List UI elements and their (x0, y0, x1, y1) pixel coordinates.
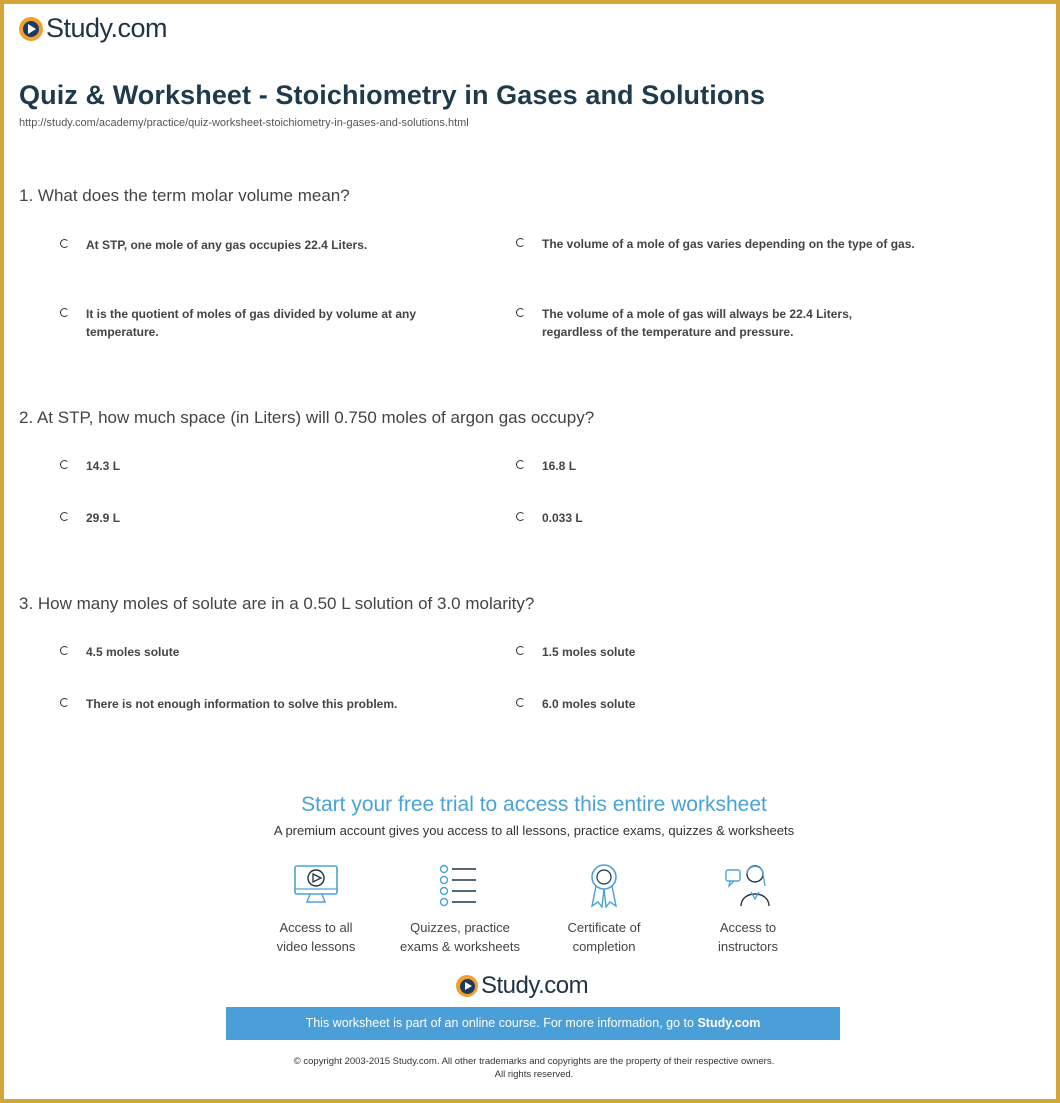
study-com-logo[interactable] (19, 13, 167, 44)
page-url: http://study.com/academy/practice/quiz-worksheet-stoichiometry-in-gases-and-solutions.html (19, 117, 469, 129)
banner-link[interactable]: Study.com (697, 1016, 761, 1030)
option-label: 1.5 moles solute (542, 645, 636, 659)
radio-button-icon[interactable] (516, 512, 525, 521)
question-3: 3. How many moles of solute are in a 0.50 L solution of 3.0 molarity? (19, 594, 535, 613)
question-1-option-d[interactable] (516, 305, 916, 341)
copyright-line: All rights reserved. (494, 1069, 574, 1080)
video-lesson-icon (292, 862, 340, 908)
question-2: 2. At STP, how much space (in Liters) will 0.750 moles of argon gas occupy? (19, 408, 595, 427)
radio-button-icon[interactable] (60, 698, 69, 707)
quiz-list-icon (436, 862, 484, 908)
feature-label: Quizzes, practice exams & worksheets (400, 920, 520, 954)
radio-button-icon[interactable] (60, 646, 69, 655)
option-label: The volume of a mole of gas will always be 22.4 Liters, regardless of the temperature and pressure. (542, 307, 853, 339)
option-label: 0.033 L (542, 511, 583, 525)
play-logo-icon (456, 975, 478, 997)
option-label: It is the quotient of moles of gas divided by volume at any temperature. (86, 307, 417, 339)
logo-text: Study.com (481, 972, 589, 999)
question-2-option-b[interactable] (516, 457, 916, 475)
logo-text: Study.com (46, 13, 168, 43)
radio-button-icon[interactable] (60, 460, 69, 469)
question-1-option-c[interactable] (60, 305, 460, 341)
option-label: 6.0 moles solute (542, 697, 636, 711)
question-3-option-b[interactable] (516, 643, 916, 661)
radio-button-icon[interactable] (516, 698, 525, 707)
question-3-option-d[interactable] (516, 695, 916, 713)
feature-label: Access to instructors (718, 920, 778, 954)
question-1-option-a[interactable] (60, 236, 460, 254)
course-info-banner[interactable] (226, 1007, 840, 1040)
radio-button-icon[interactable] (516, 460, 525, 469)
option-label: 14.3 L (86, 459, 121, 473)
question-1: 1. What does the term molar volume mean? (19, 186, 350, 205)
feature-label: Certificate of completion (567, 920, 641, 954)
radio-button-icon[interactable] (516, 308, 525, 317)
feature-video-lessons (236, 862, 396, 956)
radio-button-icon[interactable] (60, 512, 69, 521)
feature-instructors (668, 862, 828, 956)
banner-text: This worksheet is part of an online course. For more information, go to (305, 1016, 698, 1030)
copyright-notice (4, 1055, 1060, 1081)
radio-button-icon[interactable] (516, 646, 525, 655)
question-3-option-a[interactable] (60, 643, 460, 661)
question-2-option-a[interactable] (60, 457, 460, 475)
feature-certificate (524, 862, 684, 956)
feature-quizzes (380, 862, 540, 956)
question-2-option-d[interactable] (516, 509, 916, 527)
free-trial-heading[interactable]: Start your free trial to access this entire worksheet (301, 793, 767, 816)
play-logo-icon (19, 17, 43, 41)
instructor-icon (724, 862, 772, 908)
option-label: 4.5 moles solute (86, 645, 180, 659)
feature-label: Access to all video lessons (276, 920, 356, 954)
question-1-option-b[interactable] (516, 235, 916, 253)
copyright-line: © copyright 2003-2015 Study.com. All other trademarks and copyrights are the property of their respective owners. (293, 1056, 775, 1067)
option-label: 16.8 L (542, 459, 577, 473)
page-title: Quiz & Worksheet - Stoichiometry in Gases and Solutions (19, 80, 766, 110)
radio-button-icon[interactable] (60, 308, 69, 317)
question-2-option-c[interactable] (60, 509, 460, 527)
radio-button-icon[interactable] (60, 239, 69, 248)
free-trial-subheading: A premium account gives you access to all lessons, practice exams, quizzes & worksheets (273, 823, 795, 838)
option-label: The volume of a mole of gas varies depending on the type of gas. (542, 237, 915, 251)
study-com-footer-logo[interactable] (456, 972, 588, 1000)
option-label: 29.9 L (86, 511, 121, 525)
option-label: At STP, one mole of any gas occupies 22.4 Liters. (86, 238, 368, 252)
question-3-option-c[interactable] (60, 695, 460, 713)
radio-button-icon[interactable] (516, 238, 525, 247)
option-label: There is not enough information to solve this problem. (86, 697, 398, 711)
certificate-icon (580, 862, 628, 908)
